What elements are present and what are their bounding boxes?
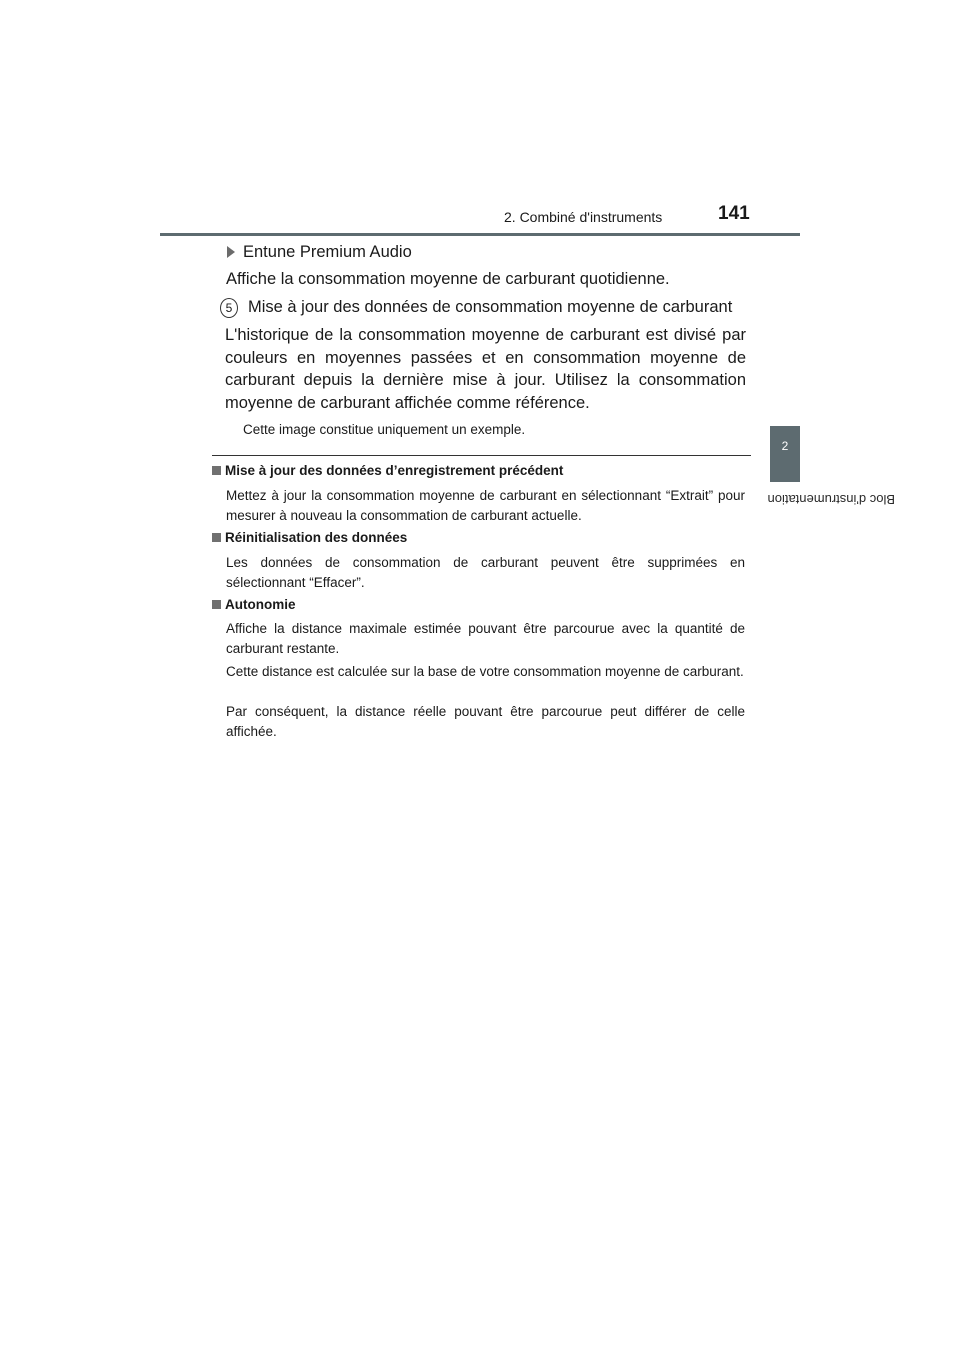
chapter-label-text: Bloc d'instrumentation bbox=[767, 492, 895, 507]
image-caption: Cette image constitue uniquement un exemple. bbox=[243, 422, 526, 437]
header-section-title: 2. Combiné d'instruments bbox=[504, 209, 663, 225]
section-heading-range bbox=[212, 597, 296, 612]
item-title bbox=[220, 298, 732, 318]
section-text-range-1: Affiche la distance maximale estimée pouvant être parcourue avec la quantité de carburant restante. bbox=[226, 621, 745, 656]
item-paragraph: L'historique de la consommation moyenne de carburant est divisé par couleurs en moyennes passées et en consommation moyenne de carburant depuis la dernière mise à jour. Utilisez la consommation moyenne de carburant affichée comme référence. bbox=[225, 326, 746, 412]
triangle-bullet-icon bbox=[227, 246, 235, 258]
square-bullet-icon bbox=[212, 533, 221, 542]
bullet-title bbox=[227, 243, 412, 262]
section-heading-reset bbox=[212, 530, 407, 545]
section-heading-text: Mise à jour des données d’enregistrement précédent bbox=[225, 463, 564, 478]
section-heading-text: Autonomie bbox=[225, 597, 296, 612]
chapter-number: 2 bbox=[781, 439, 789, 453]
section-heading-text: Réinitialisation des données bbox=[225, 530, 408, 545]
item-title-text: Mise à jour des données de consommation moyenne de carburant bbox=[248, 298, 733, 316]
header-rule bbox=[160, 233, 800, 236]
item-number-badge: 5 bbox=[220, 298, 238, 318]
section-text-update: Mettez à jour la consommation moyenne de carburant en sélectionnant “Extrait” pour mesurer à nouveau la consommation de carburant actuelle. bbox=[226, 488, 745, 523]
bullet-text: Affiche la consommation moyenne de carburant quotidienne. bbox=[226, 270, 670, 288]
section-text-reset: Les données de consommation de carburant peuvent être supprimées en sélectionnant “Effacer”. bbox=[226, 555, 745, 590]
section-heading-update bbox=[212, 463, 563, 478]
page-number: 141 bbox=[718, 203, 750, 224]
chapter-tab bbox=[770, 426, 800, 482]
section-text-range-2: Cette distance est calculée sur la base de votre consommation moyenne de carburant. bbox=[226, 664, 744, 679]
bullet-title-text: Entune Premium Audio bbox=[243, 243, 412, 261]
square-bullet-icon bbox=[212, 600, 221, 609]
square-bullet-icon bbox=[212, 466, 221, 475]
section-text-range-3: Par conséquent, la distance réelle pouvant être parcourue peut différer de celle affichée. bbox=[226, 704, 745, 739]
chapter-label bbox=[767, 492, 895, 642]
section-divider bbox=[212, 455, 751, 456]
